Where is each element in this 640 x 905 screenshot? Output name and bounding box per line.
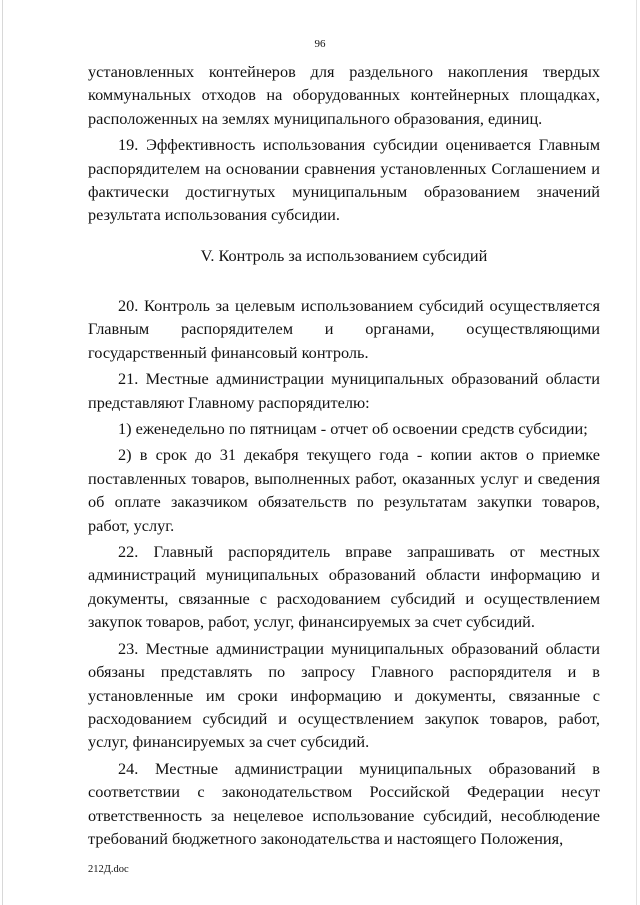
section-text-block xyxy=(88,294,600,853)
paragraph-22: 22. Главный распорядитель вправе запрашивать от местных администраций муниципальных образований области информацию и документы, связанные с расходованием субсидий и осуществлением закупок товаров, работ, услуг, финансируемых за счет субсидий. xyxy=(88,542,600,632)
scan-edge-right xyxy=(636,0,637,905)
paragraph-24: 24. Местные администрации муниципальных образований в соответствии с законодательством Российской Федерации несут ответственность за нецелевое использование субсидий, несоблюдение требований бюджетного законодательства и настоящего Положения, xyxy=(88,758,600,848)
scan-edge-left xyxy=(2,0,3,905)
paragraph-23: 23. Местные администрации муниципальных образований области обязаны представлять по запросу Главного распорядителя и в установленные им сроки информацию и документы, связанные с расходованием субсидий и осуществлением закупок товаров, работ, услуг, финансируемых за счет субсидий. xyxy=(88,638,600,752)
section-heading: V. Контроль за использованием субсидий xyxy=(200,246,488,265)
paragraph-21: 21. Местные администрации муниципальных образований области представляют Главному распорядителю: xyxy=(88,369,600,412)
paragraph-continuation: установленных контейнеров для раздельного накопления твердых коммунальных отходов на оборудованных контейнерных площадках, расположенных на землях муниципального образования, единиц. xyxy=(88,62,600,128)
paragraph-21-item-2: 2) в срок до 31 декабря текущего года - копии актов о приемке поставленных товаров, выполненных работ, оказанных услуг и сведения об оплате заказчиком обязательств по результатам закупки товаров, работ, услуг. xyxy=(88,445,600,535)
paragraph-19: 19. Эффективность использования субсидии оценивается Главным распорядителем на основании сравнения установленных Соглашением и фактически достигнутых муниципальным образованием значений результата использования субсидии. xyxy=(88,135,600,225)
footer-filename: 212Д.doc xyxy=(88,864,129,875)
page-number: 96 xyxy=(314,38,326,50)
top-text-block xyxy=(88,60,600,230)
paragraph-20: 20. Контроль за целевым использованием субсидий осуществляется Главным распорядителем и органами, осуществляющими государственный финансовый контроль. xyxy=(88,296,600,362)
paragraph-21-item-1: 1) еженедельно по пятницам - отчет об освоении средств субсидии; xyxy=(118,419,588,439)
